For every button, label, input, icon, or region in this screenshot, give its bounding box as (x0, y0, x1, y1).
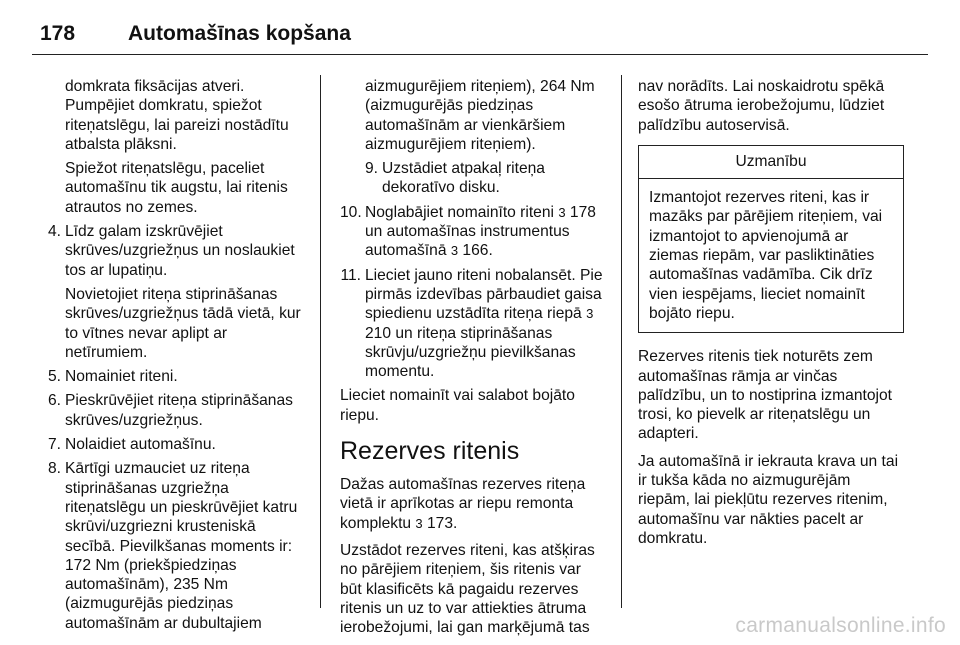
list-item (340, 266, 605, 382)
list-number: 6. (47, 392, 61, 410)
paragraph: Novietojiet riteņa stiprināšanas skrūves/uzgriežņus tādā vietā, kur to vītnes nevar aplipt ar netīrumiem. (65, 285, 301, 361)
list-text (365, 266, 605, 382)
list-text (365, 203, 605, 261)
paragraph: nav norādīts. Lai noskaidrotu spēkā esošo ātruma ierobežojumu, lūdziet palīdzību autoservisā. (638, 78, 885, 134)
paragraph: Uzstādot rezerves riteni, kas atšķiras no pārējiem riteņiem, šis ritenis var būt klasificēts kā pagaidu rezerves ritenis un uz to var attiekties ātruma ierobežojumi, lai gan marķējumā tas (340, 541, 595, 637)
paragraph: aizmugurējiem riteņiem), 264 Nm (aizmugurējās piedziņas automašīnām ar vienkāršiem aizmugurējiem riteņiem). (365, 78, 595, 153)
list-text: Nomainiet riteni. (65, 368, 178, 386)
list-text: Pieskrūvējiet riteņa stiprināšanas skrūves/uzgriežņus. (65, 392, 293, 429)
list-text-part: Lieciet jauno riteni nobalansēt. Pie pirmās izdevības pārbaudiet gaisa spiedienu uzstādīta riteņa riepā (365, 266, 603, 323)
list-number: 10. (340, 203, 362, 221)
header-rule (32, 54, 928, 55)
list-text-part: 210 un riteņa stiprināšanas skrūvju/uzgriežņu pievilkšanas momentu. (365, 324, 576, 381)
column-2 (340, 77, 605, 645)
list-item (40, 459, 305, 633)
list-text-part: 166. (462, 242, 493, 260)
column-1 (40, 77, 305, 638)
chapter-title: Automašīnas kopšana (128, 22, 351, 45)
section-heading: Rezerves ritenis (340, 437, 520, 466)
list-text: Kārtīgi uzmauciet uz riteņa stiprināšanas uzgriežņa riteņatslēgu un pieskrūvējiet katru skrūvi/uzgriezni krusteniskā secībā. Pievilkšanas moments ir: 172 Nm (priekšpiedziņas automašīnām), 235 Nm (aizmugurējās piedziņas automašīnām ar dubultajiem (65, 460, 298, 632)
list-text-part: Noglabājiet nomainīto riteni (365, 203, 554, 221)
paragraph (340, 475, 605, 533)
paragraph: Rezerves ritenis tiek noturēts zem automašīnas rāmja ar vinčas palīdzību, un to nostiprina izmantojot trosi, ko pievelk ar riteņatslēgu un adapteri. (638, 348, 892, 443)
list-item (40, 435, 305, 454)
list-text: Uzstādiet atpakaļ riteņa dekoratīvo disku. (382, 160, 545, 197)
page-reference-arrow-icon: 3 (415, 515, 423, 531)
list-number: 9. (364, 160, 378, 178)
page-reference-arrow-icon: 3 (586, 306, 594, 322)
paragraph-part: 173. (427, 514, 458, 532)
list-item (40, 391, 305, 430)
list-number: 5. (47, 368, 61, 386)
list-text-part: 178 un automašīnas instrumentus automašīnā (365, 203, 596, 260)
page-reference-arrow-icon: 3 (450, 243, 459, 259)
warning-box (638, 145, 904, 333)
column-divider (621, 75, 622, 608)
warning-text: Izmantojot rezerves riteni, kas ir mazāks par pārējiem riteņiem, vai izmantojot to apvienojumā ar ziemas riepām, var pasliktināties automašīnas vadāmība. Cik drīz vien iespējams, lieciet nomainīt bojāto riepu. (649, 189, 883, 322)
list-item (340, 203, 605, 261)
page-reference-arrow-icon: 3 (558, 204, 566, 220)
list-number: 11. (340, 266, 361, 284)
paragraph: Lieciet nomainīt vai salabot bojāto riepu. (340, 387, 575, 424)
list-item (40, 367, 305, 386)
warning-title: Uzmanību (639, 146, 903, 179)
list-number: 8. (47, 460, 61, 478)
list-text: Nolaidiet automašīnu. (65, 436, 216, 454)
list-number: 4. (47, 223, 61, 241)
page-header (40, 22, 351, 46)
page-number: 178 (40, 22, 76, 45)
list-item (40, 222, 305, 280)
paragraph: Ja automašīnā ir iekrauta krava un tai ir tukša kāda no aizmugurējām riepām, lai piekļūtu rezerves ritenim, automašīnu var nākties pacelt ar domkratu. (638, 452, 899, 547)
list-item (340, 159, 605, 198)
column-3 (638, 77, 904, 556)
paragraph-part: Dažas automašīnas rezerves riteņa vietā ir aprīkotas ar riepu remonta komplektu (340, 476, 586, 532)
column-divider (320, 75, 321, 608)
list-number: 7. (47, 436, 61, 454)
paragraph: domkrata fiksācijas atveri. Pumpējiet domkratu, spiežot riteņatslēgu, lai pareizi nostādītu atbalsta plāksni. (65, 78, 289, 153)
watermark: carmanualsonline.info (735, 614, 946, 637)
paragraph: Spiežot riteņatslēgu, paceliet automašīnu tik augstu, lai ritenis atrautos no zemes. (65, 160, 288, 216)
list-text: Līdz galam izskrūvējiet skrūves/uzgriežņus un noslaukiet tos ar lupatiņu. (65, 223, 295, 279)
